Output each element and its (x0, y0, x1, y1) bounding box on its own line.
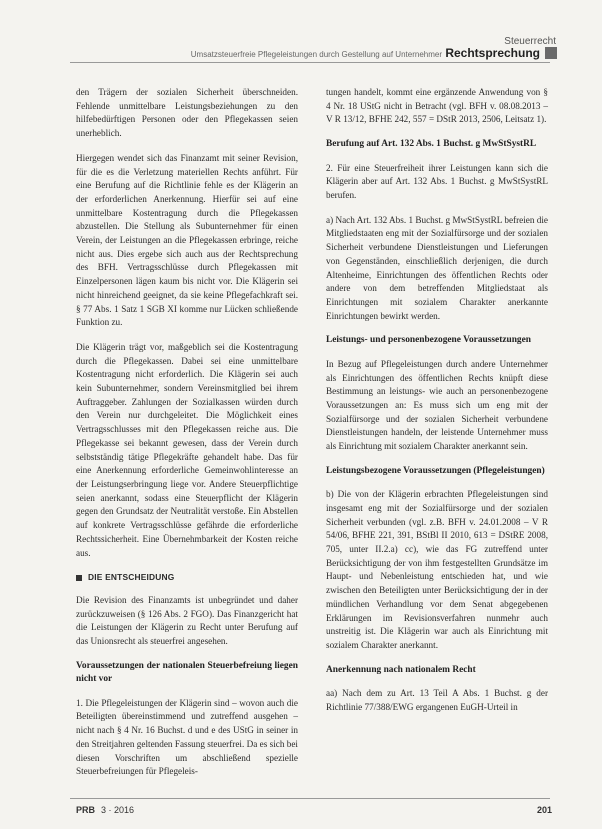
paragraph: den Trägern der sozialen Sicherheit überschneiden. Fehlende unmittelbare Leistungsbeziehungen zu den hilfebedürftigen Personen oder den Pflegekassen seien unerheblich. (76, 87, 298, 139)
decision-heading (76, 571, 298, 585)
header-category: Steuerrecht (504, 36, 556, 47)
subheading: Leistungs- und personenbezogene Voraussetzungen (326, 335, 531, 346)
paragraph: aa) Nach dem zu Art. 13 Teil A Abs. 1 Buchst. g der Richtlinie 77/388/EWG ergangenen EuGH-Urteil in (326, 688, 548, 712)
paragraph: Hiergegen wendet sich das Finanzamt mit seiner Revision, für die es die Verletzung materiellen Rechts anführt. Für eine Berufung auf die Richtlinie fehle es der Klägerin an der erforderlichen Anerkennung. Hierfür sei auf eine unmittelbare Kostentragung durch die Pflegekassen abzustellen. Die Stellung als Subunternehmer für einen Verein, der Leistungen an die Pflegekassen erbringe, reiche nicht aus. Dies ergebe sich auch aus der Rechtsprechung des BFH. Vertragsschlüsse durch Pflegekassen mit Einzelpersonen lägen kaum bis nicht vor. Die Klägerin sei nicht hinreichend geeignet, da sie keine Pflegefachkraft sei. § 77 Abs. 1 Satz 1 SGB XI komme nur Lücken schließende Funktion zu. (76, 152, 298, 328)
paragraph: 2. Für eine Steuerfreiheit ihrer Leistungen kann sich die Klägerin aber auf Art. 132 Abs. 1 Buchst. g MwStSystRL berufen. (326, 162, 548, 201)
left-column (76, 86, 298, 790)
header-section-title: Rechtsprechung (445, 46, 540, 60)
subheading: Voraussetzungen der nationalen Steuerbefreiung liegen nicht vor (76, 660, 298, 685)
paragraph: b) Die von der Klägerin erbrachten Pflegeleistungen sind insgesamt eng mit der Sozialfürsorge und der sozialen Sicherheit verbunden (vgl. z.B. BFH v. 24.01.2008 – V R 54/06, BFHE 221, 391, BStBl II 2010, 613 = DStRE 2008, 705, unter II.2.a) cc), wie das FG zutreffend unter Berücksichtigung der von ihm festgestellten Grundsätze im Haupt- und Nebenleistung entschieden hat, und wie zwischen den Beteiligten unter Berücksichtigung der in der mündlichen Verhandlung vor dem Senat abgegebenen Erklärungen im Revisionsverfahren nunmehr auch unstreitig ist. Die Klägerin war auch als Einrichtung mit sozialem Charakter anerkannt. (326, 489, 548, 650)
footer-divider (70, 798, 550, 799)
paragraph: In Bezug auf Pflegeleistungen durch andere Unternehmer als Einrichtungen des öffentlichen Rechts knüpft diese Bestimmung an leistungs- wie auch an personenbezogene Voraussetzungen an: Es muss sich um eng mit der Sozialfürsorge und der sozialen Sicherheit verbundene Dienstleistungen handeln, der leistende Unternehmer muss als Einrichtung mit sozialem Charakter anerkannt sein. (326, 358, 548, 452)
decision-heading-label: DIE ENTSCHEIDUNG (88, 572, 175, 583)
paragraph: tungen handelt, kommt eine ergänzende Anwendung von § 4 Nr. 18 UStG nicht in Betracht (vgl. BFH v. 08.08.2013 – V R 13/12, BFHE 242, 557 = DStR 2013, 2506, Leitsatz 1). (326, 87, 548, 125)
journal-name: PRB (76, 805, 96, 815)
square-bullet-icon (76, 575, 82, 581)
footer-journal-info (76, 805, 134, 815)
header-subtitle: Umsatzsteuerfreie Pflegeleistungen durch Gestellung auf Unternehmer (190, 50, 442, 59)
paragraph: 1. Die Pflegeleistungen der Klägerin sind – wovon auch die Beteiligten übereinstimmend und zutreffend ausgehen – nicht nach § 4 Nr. 16 Buchst. d und e des UStG in seiner in den Streitjahren geltenden Fassung steuerfrei. Da es sich bei diesen Vorschriften um abschließend spezielle Steuerbefreiungen für Pflegeleis- (76, 697, 298, 777)
right-column (326, 86, 548, 726)
paragraph: Die Revision des Finanzamts ist unbegründet und daher zurückzuweisen (§ 126 Abs. 2 FGO). Das Finanzgericht hat die Leistungen der Klägerin zu Recht unter Berufung auf das Unionsrecht als steuerfrei angesehen. (76, 594, 298, 647)
paragraph: a) Nach Art. 132 Abs. 1 Buchst. g MwStSystRL befreien die Mitgliedstaaten eng mit der Sozialfürsorge und der sozialen Sicherheit verbundene Dienstleistungen und Lieferungen von Gegenständen, einschließlich derjenigen, die durch Altenheime, Einrichtungen des öffentlichen Rechts oder andere von dem betreffenden Mitgliedstaat als Einrichtungen mit sozialem Charakter anerkannte Einrichtungen bewirkt werden. (326, 214, 548, 321)
header-marker-block (545, 47, 557, 59)
paragraph: Die Klägerin trägt vor, maßgeblich sei die Kostentragung durch die Pflegekassen. Dabei sei eine unmittelbare Kostentragung nicht erforderlich. Die Klägerin sei auch kein Subunternehmer, sondern Vereinsmitglied bei ihrem Auftraggeber. Zahlungen der Sozialkassen würden durch den Verein nur durchgeleitet. Die Möglichkeit eines Vertragsschlusses mit den Pflegekassen reiche aus. Die Pflegekasse sei bekannt gewesen, dass der Verein durch selbstständig tätige Pflegekräfte gehandelt habe. Das für eine Anerkennung erforderliche Gemeinwohlinteresse an der Leistungserbringung liege vor. Andere Steuerpflichtige seien anerkannt, sodass eine Steuerpflicht der Klägerin gegen den Grundsatz der Neutralität verstoße. Ein Abstellen auf konkrete Vertragsschlüsse gefährde die erforderliche Rechtssicherheit. Eine Übernehmbarkeit der Kosten reiche aus. (76, 341, 298, 558)
subheading: Anerkennung nach nationalem Recht (326, 664, 476, 675)
journal-issue: 3 · 2016 (101, 805, 135, 815)
subheading: Berufung auf Art. 132 Abs. 1 Buchst. g MwStSystRL (326, 139, 537, 150)
page-number: 201 (536, 805, 552, 815)
header-divider (70, 62, 550, 63)
subheading: Leistungsbezogene Voraussetzungen (Pflegeleistungen) (326, 465, 545, 476)
